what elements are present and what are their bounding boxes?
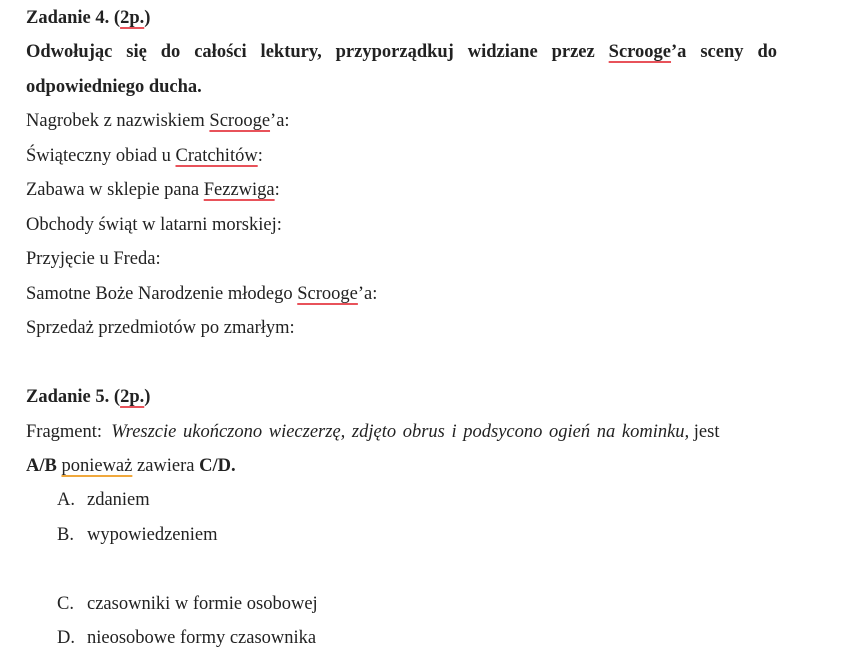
spellcheck-flag: 2p.: [120, 8, 145, 28]
scene-item: Obchody świąt w latarni morskiej:: [26, 215, 282, 235]
scene-item: [26, 283, 377, 305]
option-text: zdaniem: [87, 490, 150, 510]
option-a: [57, 489, 150, 511]
choice-ab: A/B: [26, 456, 57, 476]
option-text: nieosobowe formy czasownika: [87, 628, 317, 648]
scene-item: [26, 110, 290, 132]
scene-text: :: [274, 180, 280, 200]
task5-heading: Zadanie 5. (2p.): [26, 387, 151, 407]
fragment-label: Fragment:: [26, 422, 103, 442]
scene-item: Sprzedaż przedmiotów po zmarłym:: [26, 318, 295, 338]
scene-text: Zabawa w sklepie pana: [26, 180, 204, 200]
task4-heading: Zadanie 4. (2p.): [26, 8, 151, 28]
scene-item: [26, 179, 280, 201]
option-letter: A.: [57, 490, 75, 510]
instruction-text: ’a sceny do: [671, 42, 777, 62]
option-letter: C.: [57, 594, 74, 614]
question-text: zawiera: [132, 456, 200, 476]
task5-question: [26, 455, 236, 477]
grammar-flag: ponieważ: [61, 456, 133, 476]
option-text: wypowiedzeniem: [87, 525, 218, 545]
task4-title: Zadanie 4.: [26, 8, 114, 28]
option-letter: B.: [57, 525, 74, 545]
task4-instruction-line2: odpowiedniego ducha.: [26, 77, 202, 97]
scene-text: Nagrobek z nazwiskiem: [26, 111, 210, 131]
task5-fragment: [26, 421, 720, 443]
option-letter: D.: [57, 628, 75, 648]
scene-item: [26, 145, 263, 167]
scene-text: Samotne Boże Narodzenie młodego: [26, 284, 298, 304]
option-d: [57, 627, 316, 649]
instruction-text: Odwołując się do całości lektury, przyporządkuj widziane przez: [26, 42, 609, 62]
scene-text: :: [257, 146, 263, 166]
spellcheck-flag: 2p.: [120, 387, 145, 407]
spellcheck-flag: Fezzwiga: [203, 180, 275, 200]
scene-text: ’a:: [270, 111, 290, 131]
scene-text: ’a:: [357, 284, 378, 304]
option-b: [57, 524, 218, 546]
task5-title: Zadanie 5.: [26, 387, 114, 407]
spellcheck-flag: Scrooge: [297, 284, 358, 304]
spellcheck-flag: Scrooge: [209, 111, 271, 131]
choice-cd: C/D.: [199, 456, 236, 476]
spellcheck-flag: Cratchitów: [175, 146, 258, 166]
fragment-text: jest: [693, 422, 720, 442]
scene-text: Świąteczny obiad u: [26, 146, 176, 166]
option-c: [57, 593, 318, 615]
task4-instruction: [26, 41, 777, 63]
option-text: czasowniki w formie osobowej: [87, 594, 318, 614]
fragment-quote: Wreszcie ukończono wieczerzę, zdjęto obrus i podsycono ogień na kominku,: [111, 422, 690, 442]
spellcheck-flag: Scrooge: [608, 42, 672, 62]
scene-item: Przyjęcie u Freda:: [26, 249, 161, 269]
